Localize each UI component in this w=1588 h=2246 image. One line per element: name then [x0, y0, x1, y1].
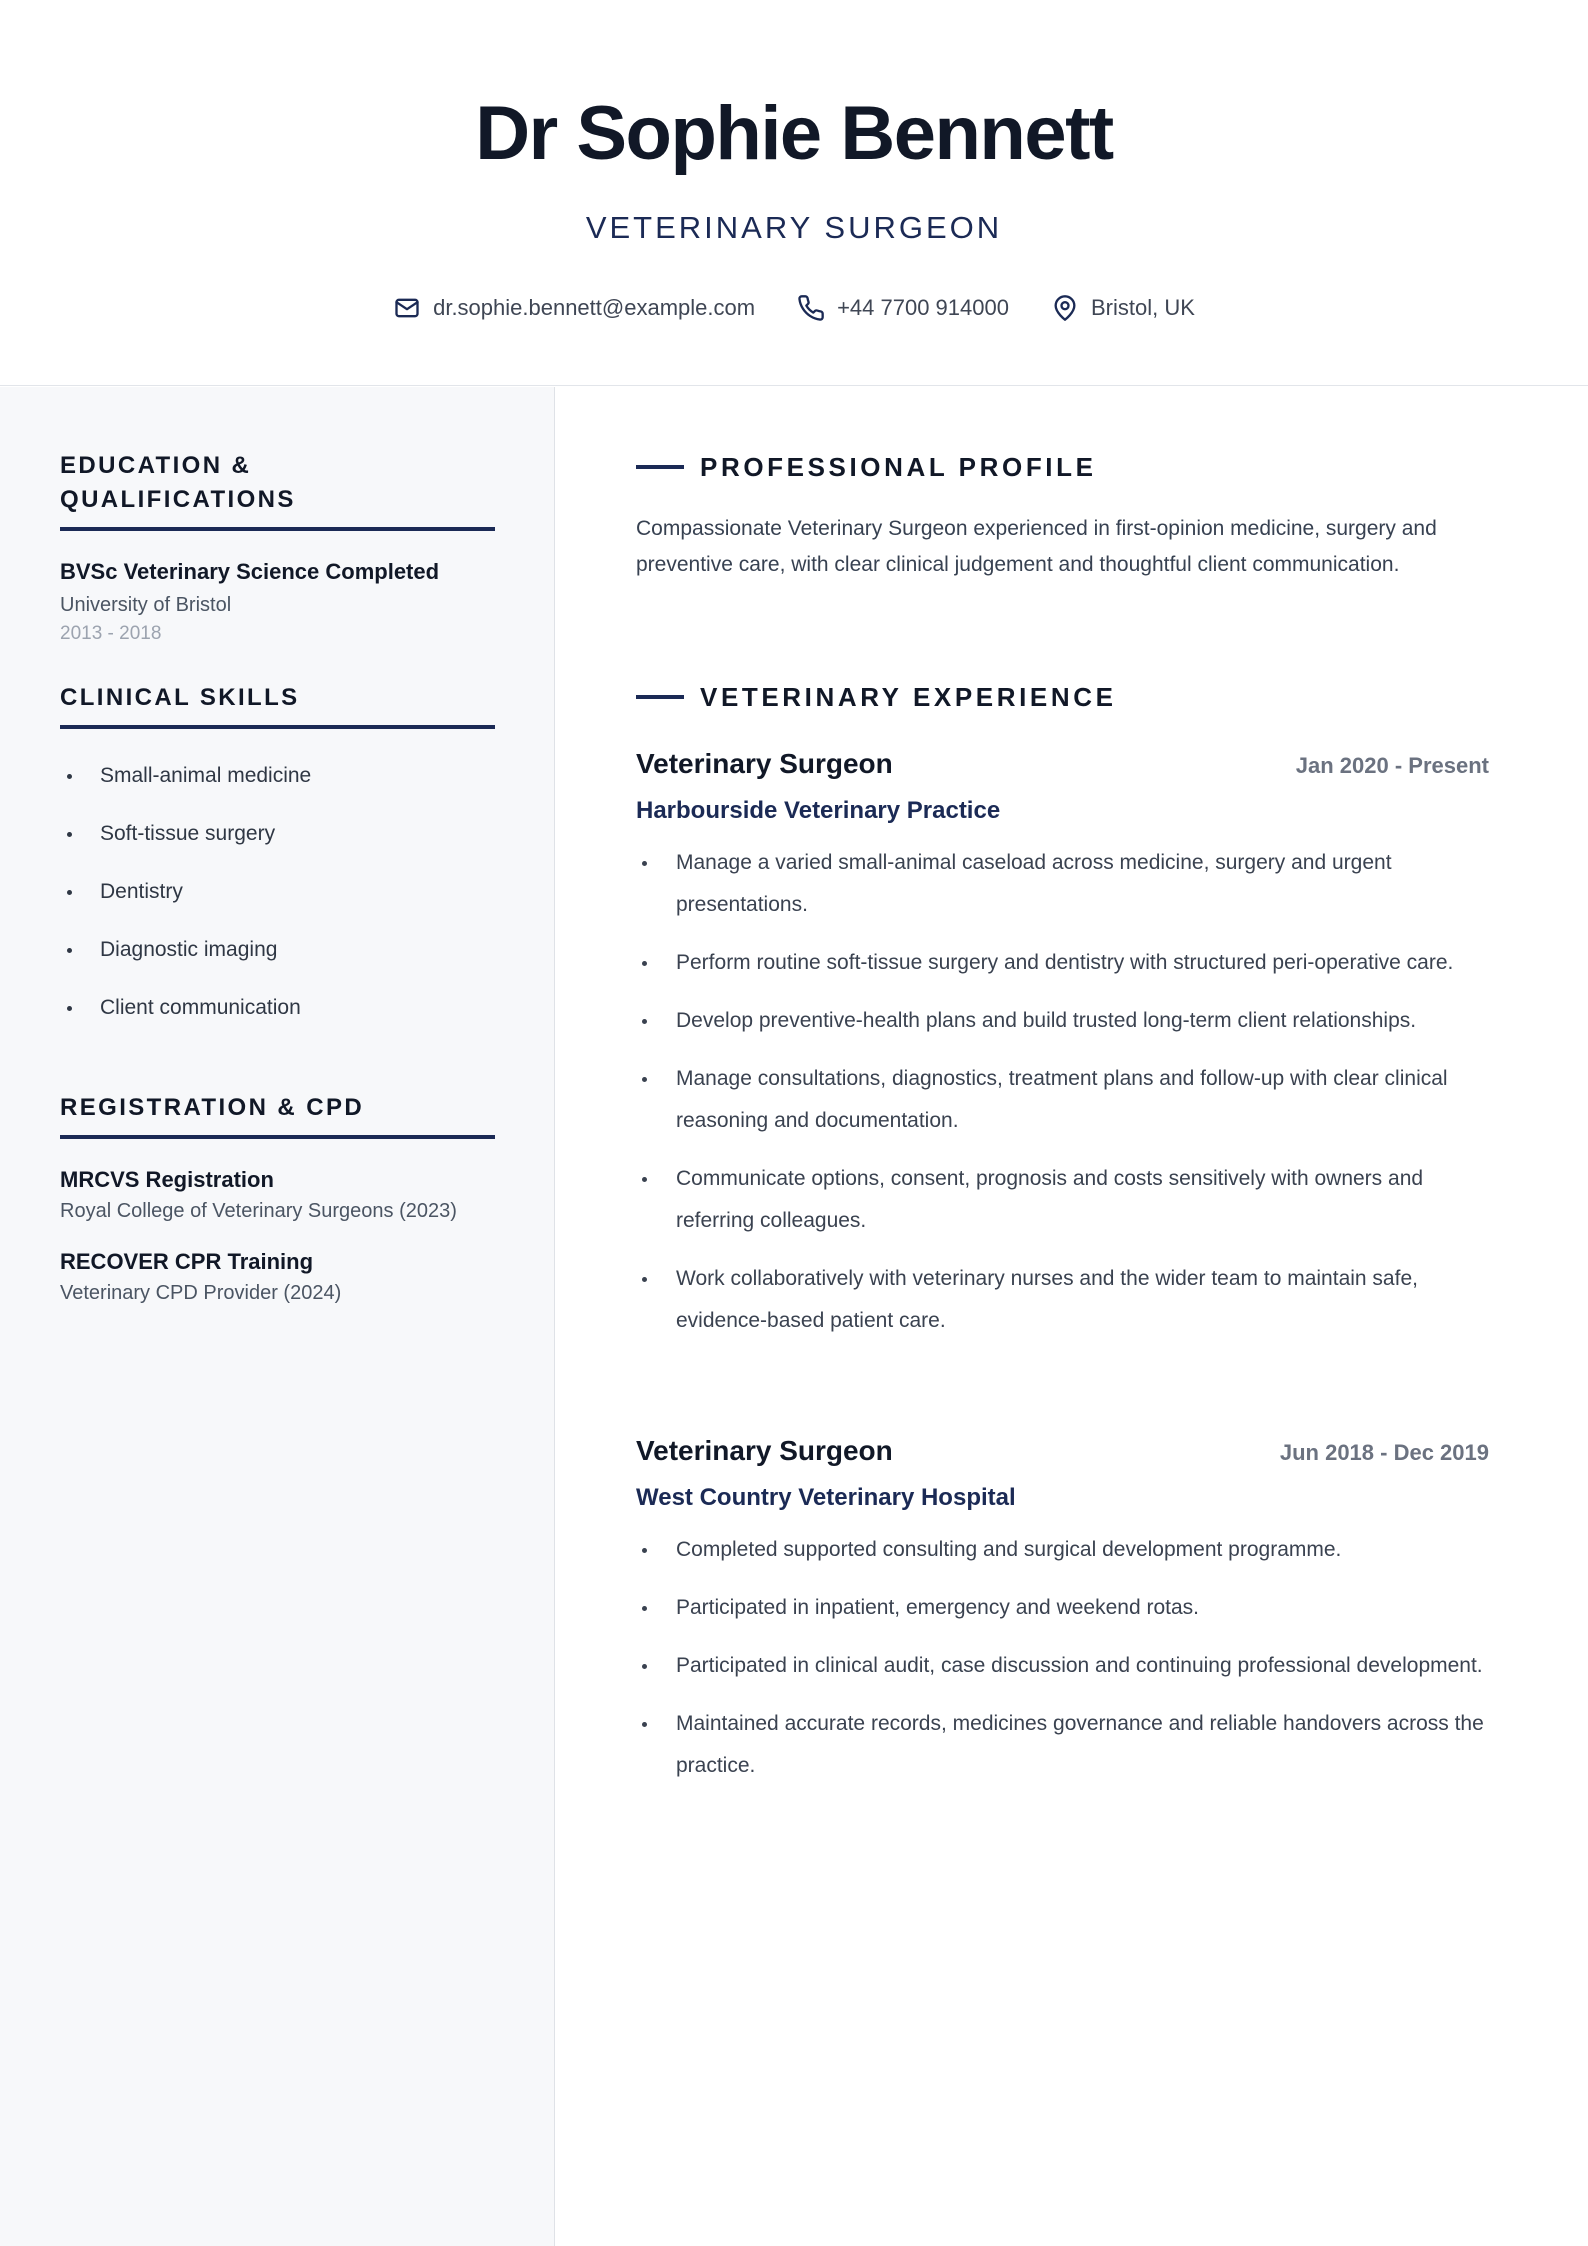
- job-bullet: Communicate options, consent, prognosis and costs sensitively with owners and referring colleagues.: [636, 1158, 1489, 1242]
- mail-icon: [393, 294, 421, 322]
- job-title: Veterinary Surgeon: [636, 1435, 893, 1466]
- education-degree: BVSc Veterinary Science Completed: [60, 559, 440, 584]
- job-dates: Jan 2020 - Present: [1295, 753, 1489, 778]
- education-title: EDUCATION & QUALIFICATIONS: [60, 449, 495, 531]
- job-header: [636, 1435, 1489, 1475]
- job-bullet: Manage a varied small-animal caseload across medicine, surgery and urgent presentations.: [636, 842, 1489, 926]
- experience-heading: [636, 679, 1489, 715]
- profile-section: [636, 449, 1489, 583]
- skills-list: [60, 747, 495, 1037]
- job-bullets: [636, 1529, 1489, 1787]
- skill-item: Client communication: [60, 979, 495, 1037]
- registration-detail: Royal College of Veterinary Surgeons (2023): [60, 1200, 457, 1222]
- job-bullet: Completed supported consulting and surgical development programme.: [636, 1529, 1489, 1571]
- registration-title: REGISTRATION & CPD: [60, 1091, 495, 1139]
- contact-location: [1051, 294, 1195, 322]
- skills-section: [60, 681, 495, 1037]
- main-content: [556, 387, 1588, 2246]
- registration-section: [60, 1091, 495, 1307]
- job-bullet: Manage consultations, diagnostics, treatment plans and follow-up with clear clinical reasoning and documentation.: [636, 1058, 1489, 1142]
- heading-accent-bar: [636, 465, 684, 469]
- registration-name: RECOVER CPR Training: [60, 1249, 314, 1274]
- phone-text: +44 7700 914000: [837, 295, 1009, 320]
- job-bullet: Maintained accurate records, medicines governance and reliable handovers across the practice.: [636, 1703, 1489, 1787]
- resume-header: [0, 0, 1588, 386]
- job-bullet: Perform routine soft-tissue surgery and dentistry with structured peri-operative care.: [636, 942, 1489, 984]
- education-school: University of Bristol: [60, 594, 232, 616]
- registration-item: [60, 1247, 495, 1307]
- job-header: [636, 748, 1489, 788]
- email-text: dr.sophie.bennett@example.com: [433, 295, 756, 320]
- heading-accent-bar: [636, 695, 684, 699]
- job-dates: Jun 2018 - Dec 2019: [1279, 1440, 1489, 1465]
- skills-title: CLINICAL SKILLS: [60, 681, 495, 729]
- profile-heading: [636, 449, 1489, 485]
- registration-item: [60, 1165, 495, 1225]
- location-pin-icon: [1051, 294, 1079, 322]
- contact-email[interactable]: [393, 294, 755, 322]
- candidate-name: Dr Sophie Bennett: [475, 91, 1113, 176]
- job-organisation: West Country Veterinary Hospital: [636, 1484, 1016, 1511]
- registration-detail: Veterinary CPD Provider (2024): [60, 1282, 342, 1304]
- skill-item: Small-animal medicine: [60, 747, 495, 805]
- job-bullet: Work collaboratively with veterinary nurses and the wider team to maintain safe, evidence-based patient care.: [636, 1258, 1489, 1342]
- job-title: Veterinary Surgeon: [636, 748, 893, 779]
- skill-item: Diagnostic imaging: [60, 921, 495, 979]
- job-entry: [636, 1435, 1489, 1803]
- registration-name: MRCVS Registration: [60, 1167, 274, 1192]
- experience-section: [636, 679, 1489, 715]
- job-bullet: Develop preventive-health plans and build trusted long-term client relationships.: [636, 1000, 1489, 1042]
- education-years: 2013 - 2018: [60, 623, 162, 644]
- sidebar: [0, 387, 555, 2246]
- job-organisation: Harbourside Veterinary Practice: [636, 797, 1001, 824]
- job-bullets: [636, 842, 1489, 1342]
- profile-text: Compassionate Veterinary Surgeon experienced in first-opinion medicine, surgery and preventive care, with clear clinical judgement and thoughtful client communication.: [636, 517, 1437, 576]
- education-section: [60, 449, 495, 647]
- experience-title: VETERINARY EXPERIENCE: [700, 681, 1117, 712]
- skill-item: Dentistry: [60, 863, 495, 921]
- candidate-role: VETERINARY SURGEON: [585, 210, 1003, 245]
- job-entry: [636, 748, 1489, 1358]
- contact-row: [0, 290, 1588, 326]
- phone-icon: [797, 294, 825, 322]
- location-text: Bristol, UK: [1090, 295, 1195, 320]
- skill-item: Soft-tissue surgery: [60, 805, 495, 863]
- profile-title: PROFESSIONAL PROFILE: [700, 451, 1097, 482]
- job-bullet: Participated in clinical audit, case discussion and continuing professional development.: [636, 1645, 1489, 1687]
- job-bullet: Participated in inpatient, emergency and weekend rotas.: [636, 1587, 1489, 1629]
- contact-phone[interactable]: [797, 294, 1009, 322]
